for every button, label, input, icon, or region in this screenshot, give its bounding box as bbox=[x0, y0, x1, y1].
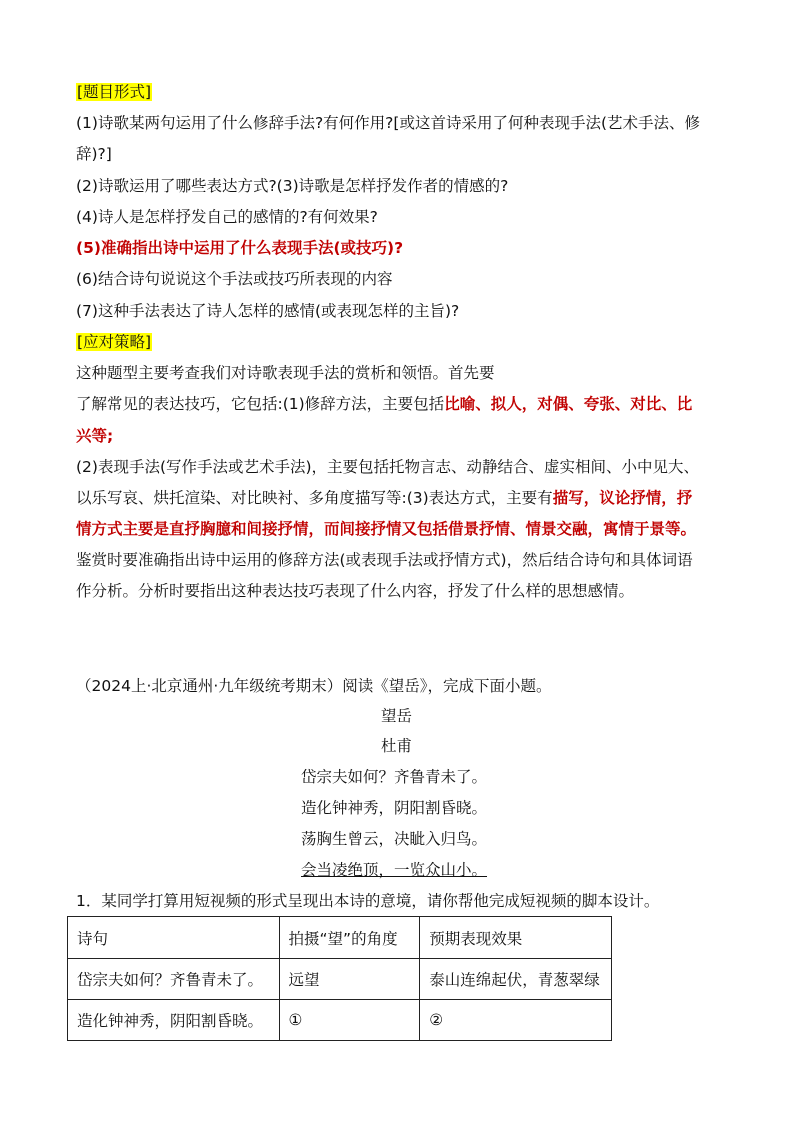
strategy-line-1: 这种题型主要考查我们对诗歌表现手法的赏析和领悟。首先要 bbox=[76, 364, 495, 382]
table-row bbox=[68, 1000, 612, 1041]
strategy-line-8: 作分析。分析时要指出这种表达技巧表现了什么内容，抒发了什么样的思想感情。 bbox=[76, 582, 635, 600]
strategy-line-7: 鉴赏时要准确指出诗中运用的修辞方法(或表现手法或抒情方式)，然后结合诗句和具体词语 bbox=[76, 551, 693, 569]
question-form-4: (4)诗人是怎样抒发自己的感情的?有何效果? bbox=[76, 208, 378, 226]
strategy-line-4: (2)表现手法(写作手法或艺术手法)，主要包括托物言志、动静结合、虚实相间、小中见大、 bbox=[76, 458, 700, 476]
highlighted-tag: [应对策略] bbox=[77, 333, 152, 351]
answer-blank-2[interactable]: ② bbox=[420, 1000, 612, 1041]
question-form-1: (1)诗歌某两句运用了什么修辞手法?有何作用?[或这首诗采用了何种表现手法(艺术手法、修 bbox=[76, 114, 701, 132]
strategy-line-3: 兴等; bbox=[76, 427, 114, 445]
question-form-2: (2)诗歌运用了哪些表达方式?(3)诗歌是怎样抒发作者的情感的? bbox=[76, 177, 509, 195]
highlighted-tag: [题目形式] bbox=[77, 83, 152, 101]
video-script-table bbox=[67, 916, 612, 1041]
table-cell: 远望 bbox=[279, 959, 420, 1000]
table-header-row bbox=[68, 917, 612, 959]
table-row bbox=[68, 959, 612, 1000]
poem-line-4: 会当凌绝顶，一览众山小。 bbox=[301, 861, 488, 879]
strategy-line-5: 以乐写哀、烘托渲染、对比映衬、多角度描写等:(3)表达方式，主要有描写，议论抒情，抒 bbox=[76, 489, 693, 507]
exercise-source: （2024上·北京通州·九年级统考期末）阅读《望岳》，完成下面小题。 bbox=[76, 677, 552, 695]
table-cell: 岱宗夫如何？齐鲁青未了。 bbox=[68, 959, 280, 1000]
section-tag-strategy bbox=[76, 332, 152, 352]
table-cell: 泰山连绵起伏，青葱翠绿 bbox=[420, 959, 612, 1000]
strategy-line-2: 了解常见的表达技巧，它包括:(1)修辞方法，主要包括比喻、拟人，对偶、夸张、对比、比 bbox=[76, 395, 693, 413]
table-cell: 造化钟神秀，阴阳割昏晓。 bbox=[68, 1000, 280, 1041]
question-form-6: (6)结合诗句说说这个手法或技巧所表现的内容 bbox=[76, 270, 393, 288]
section-tag-question-forms bbox=[76, 82, 152, 102]
poem-line-2: 造化钟神秀，阴阳割昏晓。 bbox=[301, 799, 488, 817]
poem-title: 望岳 bbox=[381, 707, 413, 725]
question-form-5: (5)准确指出诗中运用了什么表现手法(或技巧)? bbox=[76, 239, 404, 257]
poem-author: 杜甫 bbox=[381, 737, 413, 755]
question-form-7: (7)这种手法表达了诗人怎样的感情(或表现怎样的主旨)? bbox=[76, 302, 460, 320]
header-cell: 诗句 bbox=[68, 917, 280, 959]
question-1: 1．某同学打算用短视频的形式呈现出本诗的意境，请你帮他完成短视频的脚本设计。 bbox=[76, 892, 660, 910]
poem-line-1: 岱宗夫如何？齐鲁青未了。 bbox=[301, 768, 488, 786]
strategy-line-6: 情方式主要是直抒胸臆和间接抒情，而间接抒情又包括借景抒情、情景交融，寓情于景等。 bbox=[76, 520, 697, 538]
answer-blank-1[interactable]: ① bbox=[279, 1000, 420, 1041]
header-cell: 预期表现效果 bbox=[420, 917, 612, 959]
poem-line-3: 荡胸生曾云，决眦入归鸟。 bbox=[301, 830, 488, 848]
header-cell: 拍摄“望”的角度 bbox=[279, 917, 420, 959]
question-form-1-cont: 辞)?] bbox=[76, 145, 112, 163]
